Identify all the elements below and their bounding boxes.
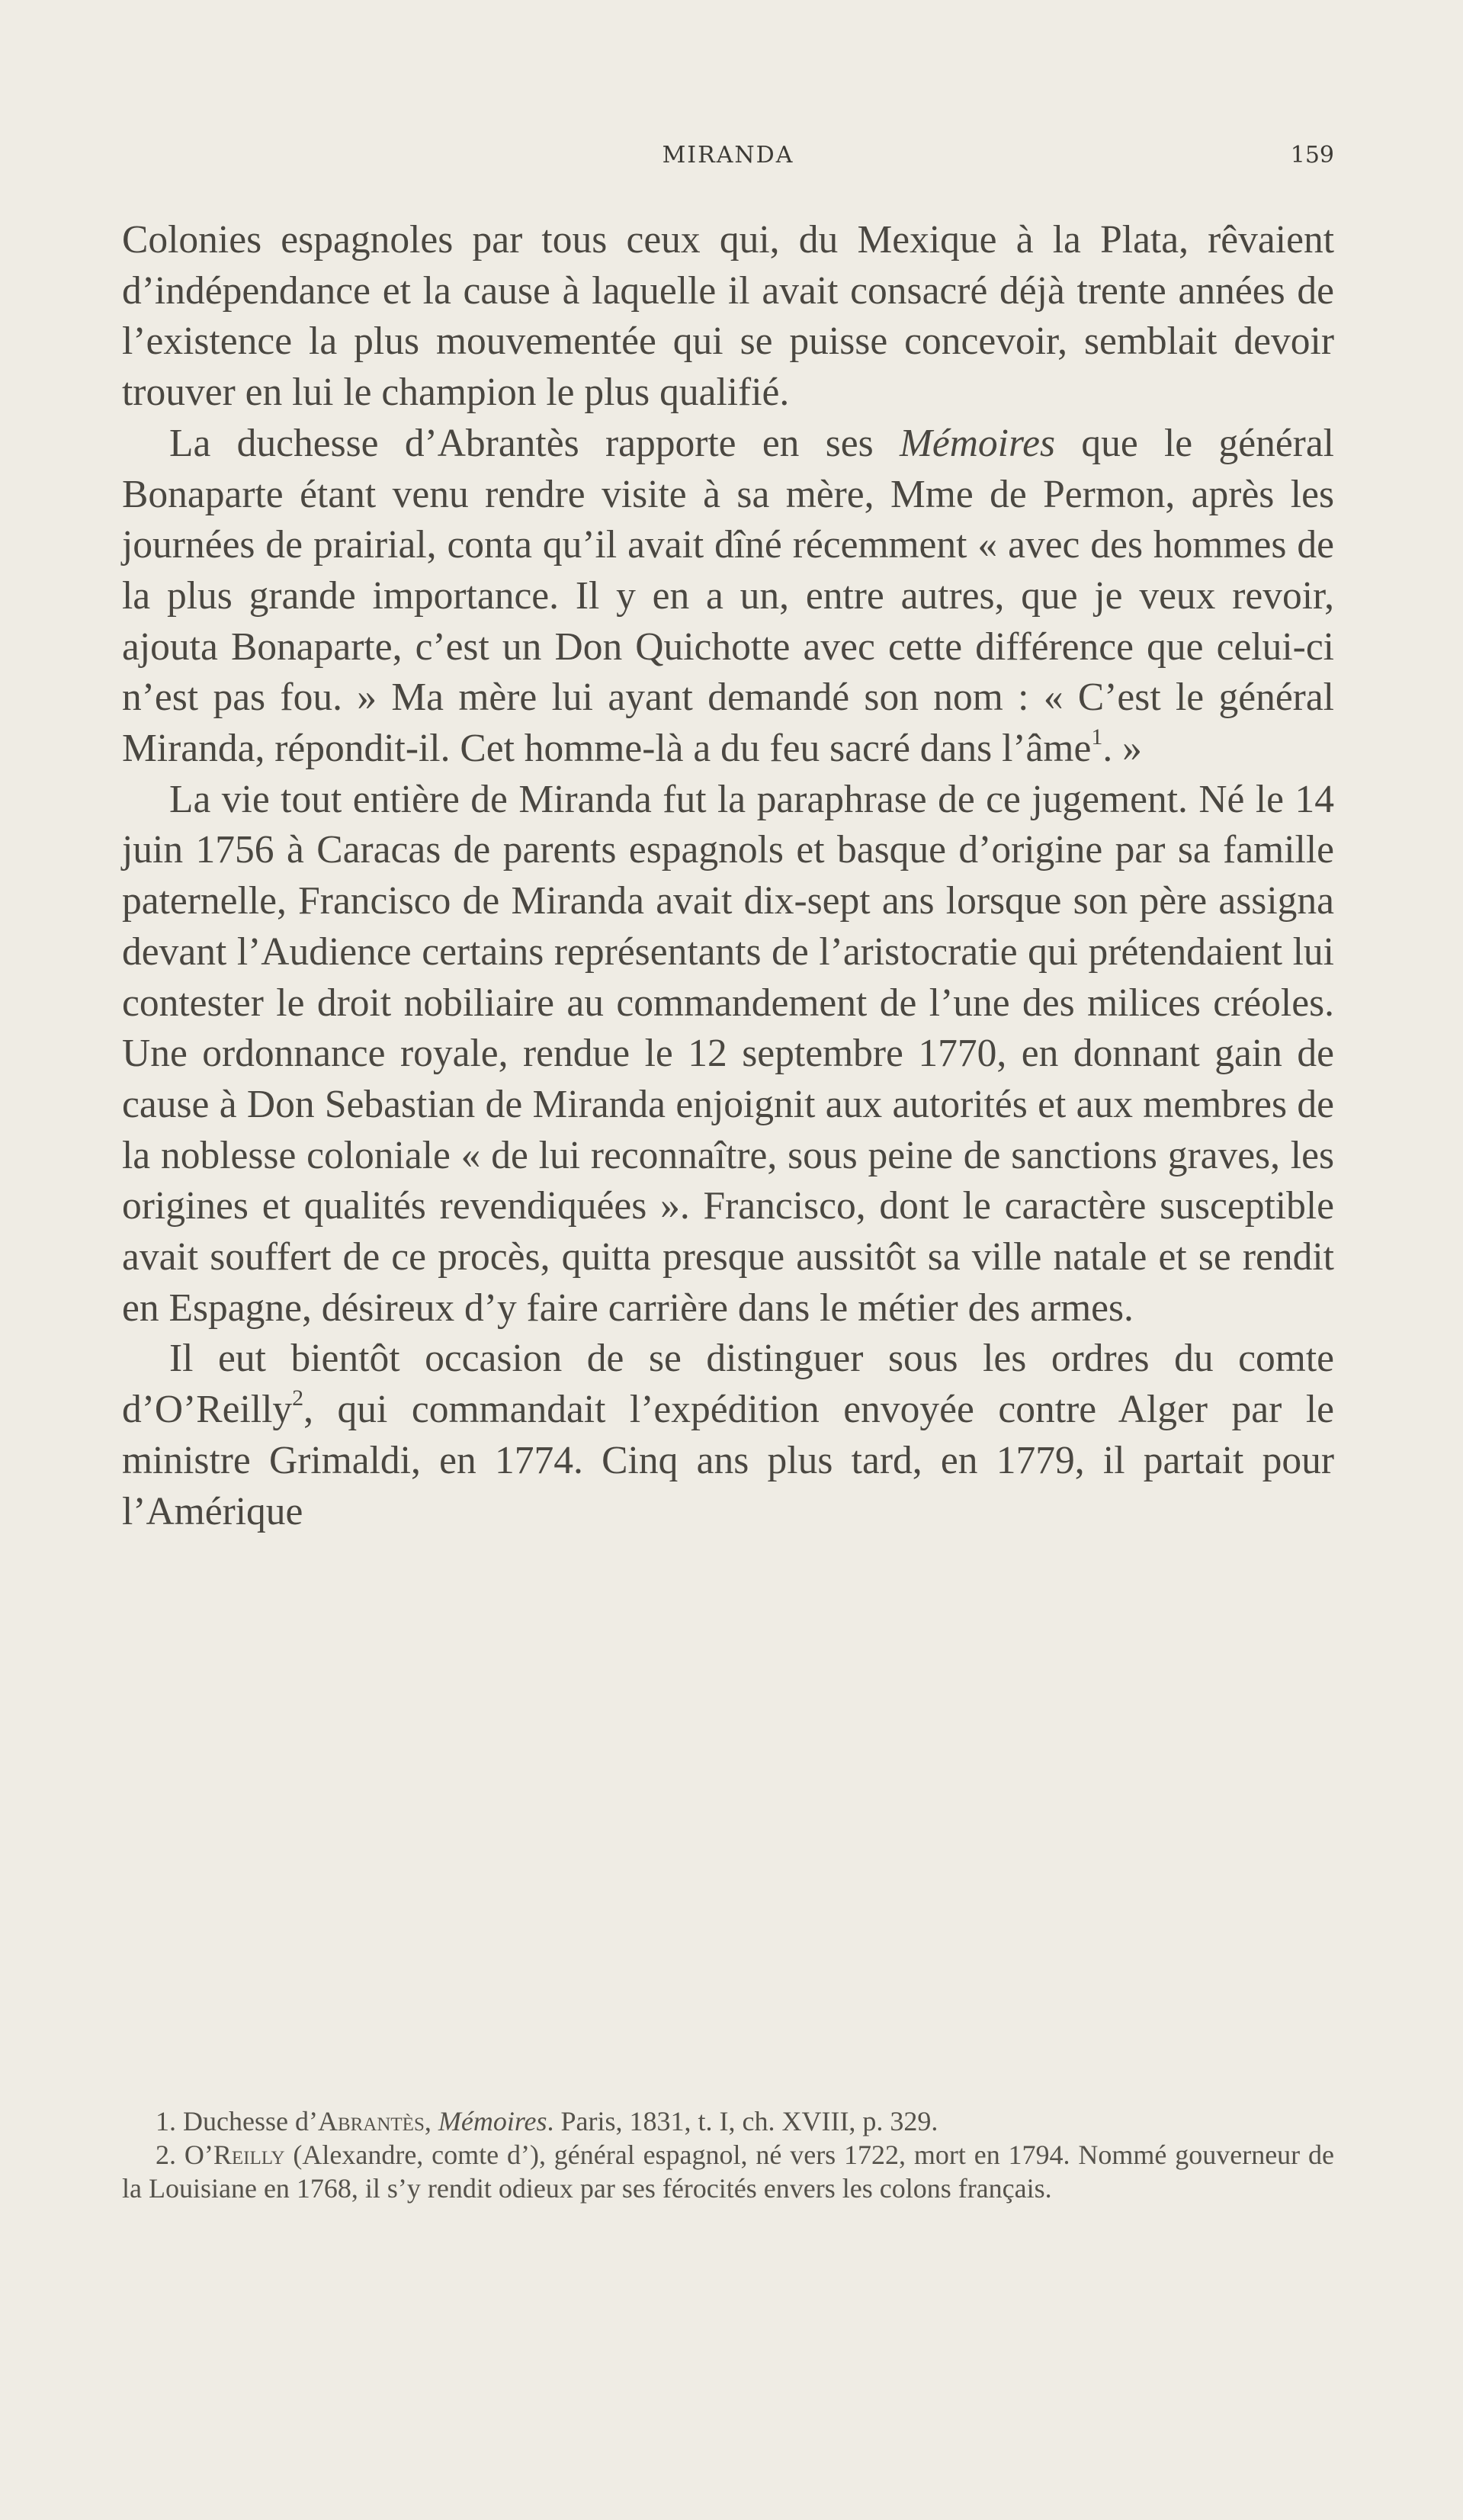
running-title: MIRANDA xyxy=(662,142,794,169)
footnote-1-author-a: Duchesse d’ xyxy=(176,2106,318,2136)
running-header xyxy=(122,142,1334,180)
footnote-2-name-a: O’ xyxy=(176,2140,213,2170)
footnote-1-title: Mémoires xyxy=(438,2106,547,2136)
paragraph-1: Colonies espagnoles par tous ceux qui, du Mexique à la Plata, rêvaient d’indépendance et la cause à laquelle il avait consacré déjà trente années de l’existence la plus mouvementée qui se puisse concevoir, semblait devoir trouver en lui le champion le plus qualifié. xyxy=(122,218,1334,415)
paragraph-3: La vie tout entière de Miranda fut la paraphrase de ce jugement. Né le 14 juin 1756 à Caracas de parents espagnols et basque d’origine par sa famille paternelle, Francisco de Miranda avait dix-sept ans lorsque son père assigna devant l’Audience certains représentants de l’aristocratie qui prétendaient lui contester le droit nobiliaire au commandement de l’une des milices créoles. Une ordonnance royale, rendue le 12 septembre 1770, en donnant gain de cause à Don Sebastian de Miranda enjoignit aux autorités et aux membres de la noblesse coloniale « de lui reconnaître, sous peine de sanctions graves, les origines et qualités revendiquées ». Francisco, dont le caractère susceptible avait souffert de ce procès, quitta presque aussitôt sa ville natale et se rendit en Espagne, désireux d’y faire carrière dans le métier des armes. xyxy=(122,777,1334,1330)
footnote-ref-1[interactable]: 1 xyxy=(1091,724,1103,750)
footnote-1-author-name: Abrantès xyxy=(317,2106,425,2136)
paragraph-4 xyxy=(122,1334,1334,1537)
paragraph-4-text-b: , qui commandait l’expédition envoyée contre Alger par le ministre Grimaldi, en 1774. Cinq ans plus tard, en 1779, il partait pour l’Amérique xyxy=(122,1388,1334,1533)
paragraph-2-text-a: La duchesse d’Abrantès rapporte en ses xyxy=(169,421,900,465)
footnote-1-number: 1. xyxy=(156,2106,176,2136)
paragraph-4-text-a: Il eut bientôt occasion de se distinguer sous les ordres du comte d’O’Reilly xyxy=(122,1337,1334,1432)
memoires-title: Mémoires xyxy=(899,421,1056,465)
footnote-2 xyxy=(122,2138,1334,2205)
footnote-2-rest: (Alexandre, comte d’), général espagnol, né vers 1722, mort en 1794. Nommé gouverneur de la Louisiane en 1768, il s’y rendit odieux par ses férocités envers les colons français. xyxy=(122,2140,1334,2204)
paragraph-2 xyxy=(122,419,1334,775)
footnote-ref-2[interactable]: 2 xyxy=(292,1385,304,1411)
main-text xyxy=(122,215,1334,1537)
page-number: 159 xyxy=(1290,142,1334,169)
footnote-1-sep: , xyxy=(424,2106,438,2136)
footnotes xyxy=(122,2104,1334,2205)
footnote-1 xyxy=(122,2104,1334,2138)
footnote-2-name: Reilly xyxy=(213,2140,285,2170)
paragraph-2-text-b: que le général Bonaparte étant venu rendre visite à sa mère, Mme de Permon, après les journées de prairial, conta qu’il avait dîné récemment « avec des hommes de la plus grande importance. Il y en a un, entre autres, que je veux revoir, ajouta Bonaparte, c’est un Don Quichotte avec cette différence que celui-ci n’est pas fou. » Ma mère lui ayant demandé son nom : « C’est le général Miranda, répondit-il. Cet homme-là a du feu sacré dans l’âme xyxy=(122,421,1334,771)
paragraph-2-text-c: . » xyxy=(1102,727,1142,771)
footnote-2-number: 2. xyxy=(156,2140,176,2170)
footnote-1-rest: . Paris, 1831, t. I, ch. XVIII, p. 329. xyxy=(547,2106,938,2136)
